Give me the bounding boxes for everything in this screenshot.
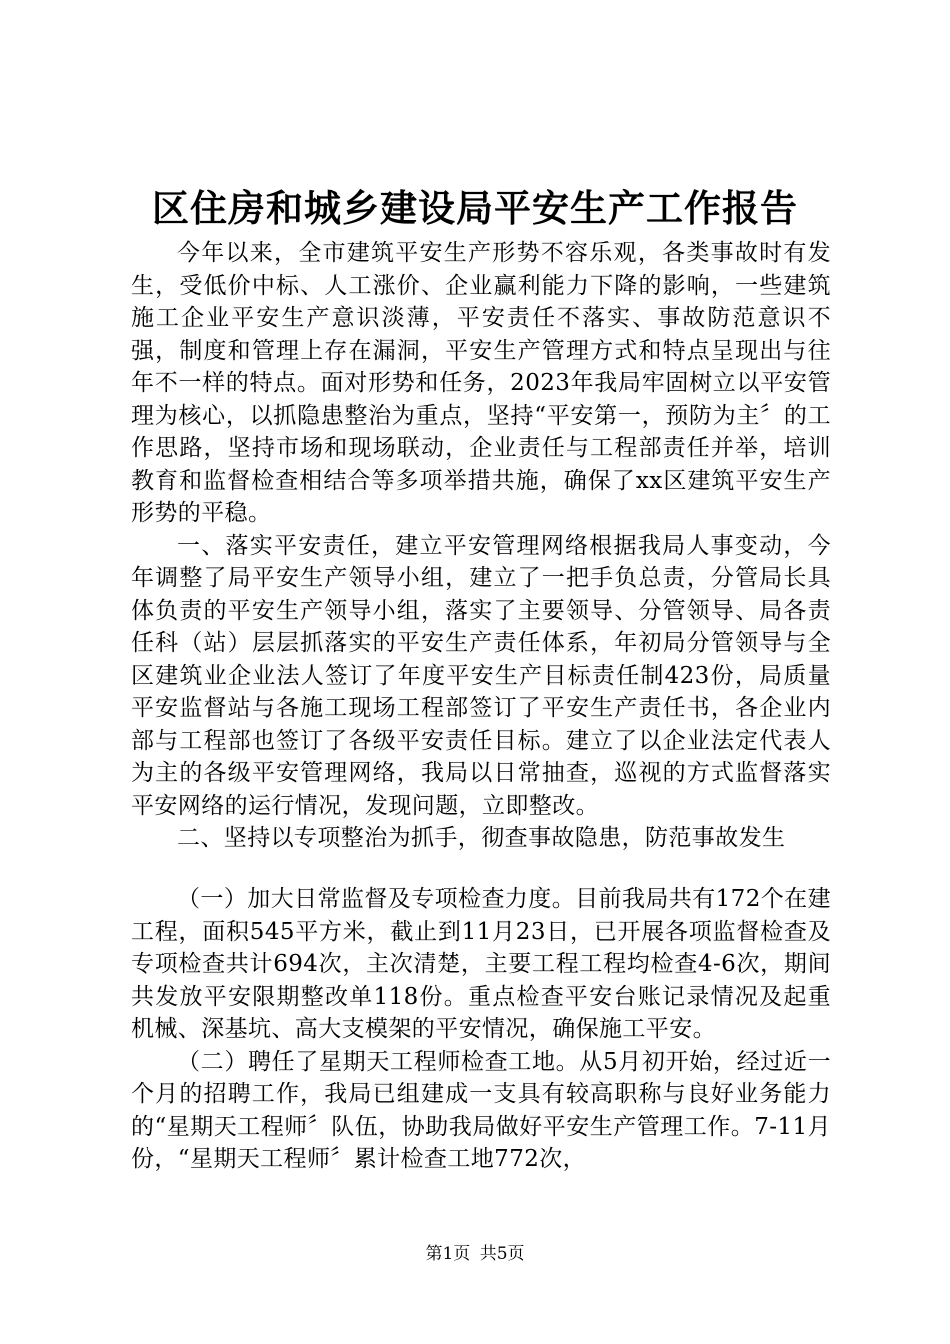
document-body-upper bbox=[131, 237, 831, 855]
paragraph-subsection-2: （二）聘任了星期天工程师检查工地。从5月初开始，经过近一个月的招聘工作，我局已组建成一支具有较高职称与良好业务能力的“星期天工程师〞队伍，协助我局做好平安生产管理工作。7-11月份，“星期天工程师〞累计检查工地772次， bbox=[131, 1048, 831, 1172]
paragraph-section-1: 一、落实平安责任，建立平安管理网络根据我局人事变动，今年调整了局平安生产领导小组，建立了一把手负总责，分管局长具体负责的平安生产领导小组，落实了主要领导、分管领导、局各责任科（站）层层抓落实的平安生产责任体系，年初局分管领导与全区建筑业企业法人签订了年度平安生产目标责任制423份，局质量平安监督站与各施工现场工程部签订了平安生产责任书，各企业内部与工程部也签订了各级平安责任目标。建立了以企业法定代表人为主的各级平安管理网络，我局以日常抽查，巡视的方式监督落实平安网络的运行情况，发现问题，立即整改。 bbox=[131, 532, 831, 819]
document-body-lower bbox=[131, 883, 831, 1176]
page-number-total: 共5页 bbox=[479, 1244, 525, 1264]
page-footer bbox=[0, 1243, 950, 1265]
page-number-current: 第1页 bbox=[425, 1244, 471, 1264]
paragraph-section-2-heading: 二、坚持以专项整治为抓手，彻查事故隐患，防范事故发生 bbox=[177, 825, 786, 851]
paragraph-subsection-1: （一）加大日常监督及专项检查力度。目前我局共有172个在建工程，面积545平方米，截止到11月23日，已开展各项监督检查及专项检查共计694次，主次清楚，主要工程工程均检查4-6次，期间共发放平安限期整改单118份。重点检查平安台账记录情况及起重机械、深基坑、高大支模架的平安情况，确保施工平安。 bbox=[131, 886, 831, 1042]
paragraph-intro: 今年以来，全市建筑平安生产形势不容乐观，各类事故时有发生，受低价中标、人工涨价、企业赢利能力下降的影响，一些建筑施工企业平安生产意识淡薄，平安责任不落实、事故防范意识不强，制度和管理上存在漏洞，平安生产管理方式和特点呈现出与往年不一样的特点。面对形势和任务，2023年我局牢固树立以平安管理为核心，以抓隐患整治为重点，坚持“平安第一，预防为主〞的工作思路，坚持市场和现场联动，企业责任与工程部责任并举，培训教育和监督检查相结合等多项举措共施，确保了xx区建筑平安生产形势的平稳。 bbox=[131, 240, 831, 526]
document-title: 区住房和城乡建设局平安生产工作报告 bbox=[152, 186, 798, 230]
